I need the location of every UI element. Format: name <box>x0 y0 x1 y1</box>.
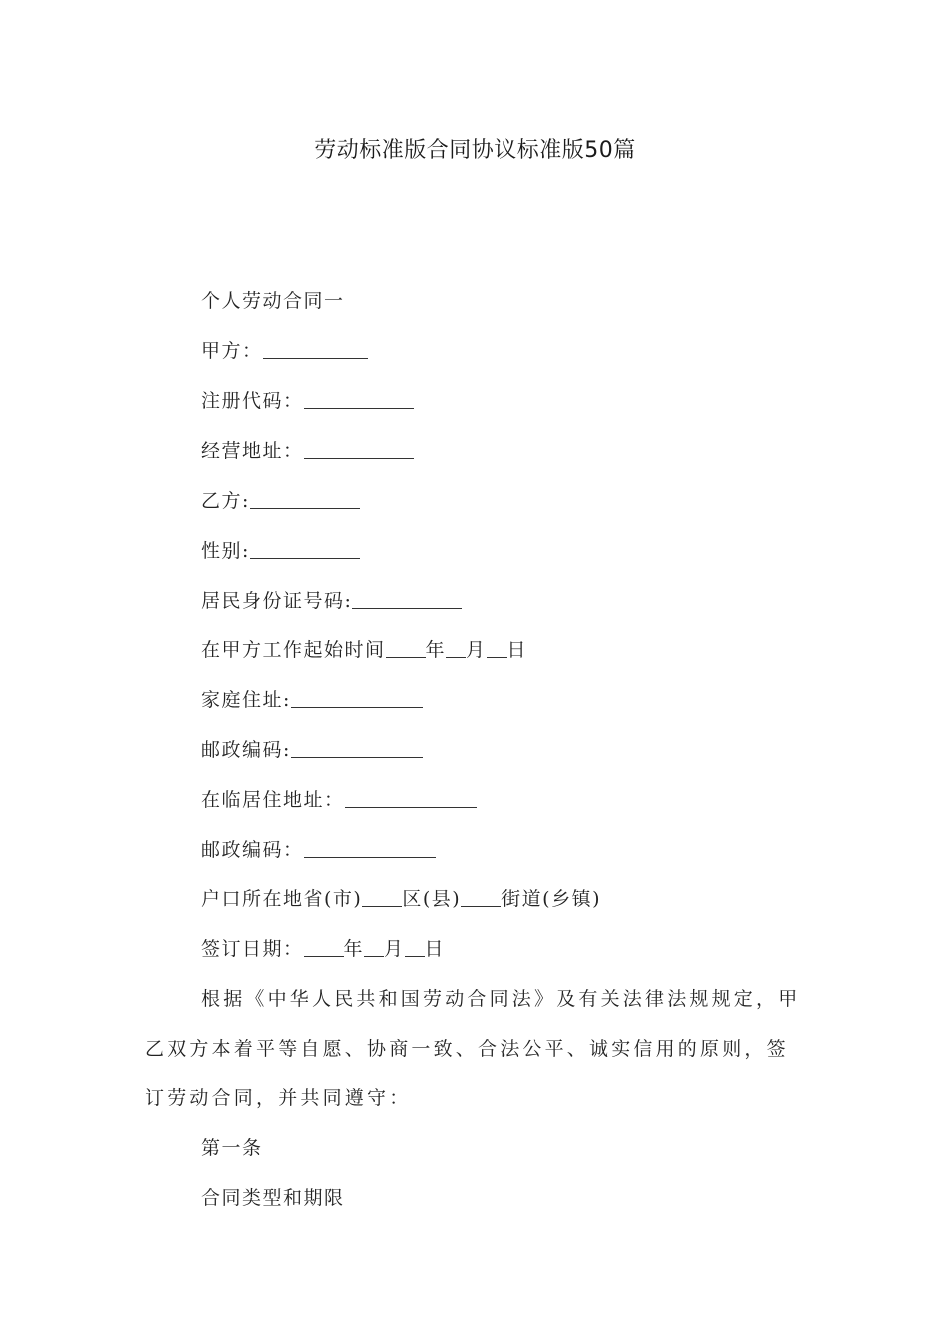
biz-address-field <box>201 436 414 466</box>
reg-code-field <box>201 386 414 416</box>
article-subtitle: 合同类型和期限 <box>201 1187 345 1209</box>
start-date-field <box>201 635 527 665</box>
id-number-blank <box>352 588 462 609</box>
party-a-blank <box>263 338 368 359</box>
start-date-label: 在甲方工作起始时间 <box>201 639 386 661</box>
party-a-field <box>201 336 368 366</box>
sign-day-label: 日 <box>424 938 446 960</box>
id-number-label: 居民身份证号码: <box>201 590 353 612</box>
sign-year-label: 年 <box>343 938 365 960</box>
gender-blank <box>250 538 360 559</box>
gender-field <box>201 536 360 566</box>
sign-month-label: 月 <box>384 938 405 960</box>
party-a-label: 甲方： <box>201 340 263 362</box>
party-b-label: 乙方: <box>201 490 250 512</box>
home-address-label: 家庭住址: <box>201 689 291 711</box>
biz-address-blank <box>304 438 414 459</box>
reg-code-label: 注册代码： <box>201 390 304 412</box>
start-year-label: 年 <box>425 639 447 661</box>
party-b-blank <box>250 488 360 509</box>
article-title: 第一条 <box>201 1137 263 1159</box>
start-month-blank <box>446 637 466 658</box>
preamble-line-2: 乙双方本着平等自愿、协商一致、合法公平、诚实信用的原则，签 <box>145 1038 789 1060</box>
hukou-district-label: 区(县) <box>402 888 462 910</box>
home-address-field <box>201 685 423 715</box>
postcode-blank-2 <box>304 837 436 858</box>
postcode-field-1 <box>201 735 423 765</box>
hukou-street-label: 街道(乡镇) <box>501 888 601 910</box>
preamble-line-3: 订劳动合同，并共同遵守： <box>145 1087 412 1109</box>
id-number-field <box>201 586 462 616</box>
postcode-blank-1 <box>291 737 423 758</box>
hukou-city-blank <box>362 886 402 907</box>
start-year-blank <box>386 637 426 658</box>
document-title: 劳动标准版合同协议标准版50篇 <box>314 138 636 163</box>
temp-address-label: 在临居住地址： <box>201 789 345 811</box>
postcode-label-2: 邮政编码： <box>201 839 304 861</box>
sign-date-label: 签订日期： <box>201 938 304 960</box>
start-month-label: 月 <box>466 639 487 661</box>
hukou-district-blank <box>461 886 501 907</box>
preamble-line-1: 根据《中华人民共和国劳动合同法》及有关法律法规规定，甲 <box>201 988 801 1010</box>
temp-address-field <box>201 785 477 815</box>
hukou-label: 户口所在地省(市) <box>201 888 363 910</box>
party-b-field <box>201 486 360 516</box>
postcode-label-1: 邮政编码: <box>201 739 291 761</box>
start-day-blank <box>487 637 507 658</box>
hukou-field <box>201 884 601 914</box>
reg-code-blank <box>304 388 414 409</box>
sign-year-blank <box>304 936 344 957</box>
contract-heading: 个人劳动合同一 <box>201 290 345 312</box>
postcode-field-2 <box>201 835 436 865</box>
sign-month-blank <box>364 936 384 957</box>
home-address-blank <box>291 687 423 708</box>
sign-day-blank <box>405 936 425 957</box>
start-day-label: 日 <box>506 639 528 661</box>
temp-address-blank <box>345 787 477 808</box>
sign-date-field <box>201 934 445 964</box>
gender-label: 性别: <box>201 540 250 562</box>
biz-address-label: 经营地址： <box>201 440 304 462</box>
